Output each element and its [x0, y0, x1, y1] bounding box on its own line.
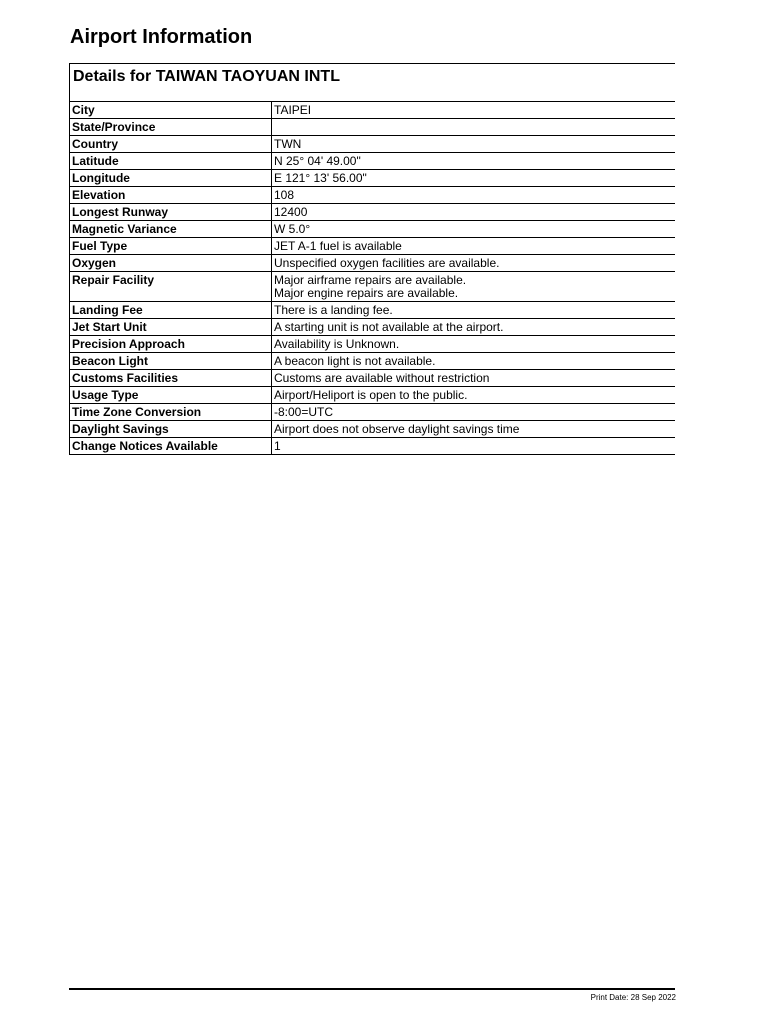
field-value — [272, 302, 676, 319]
table-row — [70, 353, 675, 370]
field-value-line: Airport/Heliport is open to the public. — [274, 388, 468, 402]
field-value-line: Major engine repairs are available. — [274, 286, 459, 300]
field-value-line: There is a landing fee. — [274, 303, 393, 317]
field-value-line: Major airframe repairs are available. — [274, 273, 467, 287]
field-value-line: 1 — [274, 439, 281, 453]
table-row — [70, 404, 675, 421]
table-row — [70, 302, 675, 319]
field-label: Elevation — [70, 187, 272, 204]
field-value-line: TWN — [274, 137, 302, 151]
field-label: Jet Start Unit — [70, 319, 272, 336]
field-value-line: Customs are available without restriction — [274, 371, 490, 385]
field-label: Repair Facility — [70, 272, 272, 302]
field-label: Usage Type — [70, 387, 272, 404]
field-value-line: Unspecified oxygen facilities are available. — [274, 256, 500, 270]
field-value-line: TAIPEI — [274, 103, 312, 117]
table-row — [70, 102, 675, 119]
field-value-line: 108 — [274, 188, 295, 202]
field-value — [272, 119, 676, 136]
table-row — [70, 319, 675, 336]
airport-details-table-body — [70, 102, 675, 455]
field-value-line: Airport does not observe daylight savings time — [274, 422, 520, 436]
field-label: Landing Fee — [70, 302, 272, 319]
field-value — [272, 204, 676, 221]
field-value-line — [274, 121, 672, 134]
field-label: Magnetic Variance — [70, 221, 272, 238]
field-value — [272, 336, 676, 353]
table-row — [70, 136, 675, 153]
table-row — [70, 438, 675, 455]
field-value-line: E 121° 13' 56.00" — [274, 171, 367, 185]
field-label: Latitude — [70, 153, 272, 170]
airport-details-table — [70, 102, 675, 455]
table-row — [70, 272, 675, 302]
footer-divider — [69, 988, 675, 990]
table-row — [70, 336, 675, 353]
field-label: Fuel Type — [70, 238, 272, 255]
field-label: Longitude — [70, 170, 272, 187]
field-label: Oxygen — [70, 255, 272, 272]
field-value — [272, 421, 676, 438]
table-row — [70, 421, 675, 438]
field-value — [272, 255, 676, 272]
field-value-line: Availability is Unknown. — [274, 337, 400, 351]
page-title: Airport Information — [70, 26, 253, 48]
details-title: Details for TAIWAN TAOYUAN INTL — [70, 64, 675, 102]
field-label: Precision Approach — [70, 336, 272, 353]
field-value-line: 12400 — [274, 205, 308, 219]
field-label: Daylight Savings — [70, 421, 272, 438]
field-value — [272, 272, 676, 302]
table-row — [70, 238, 675, 255]
print-date: Print Date: 28 Sep 2022 — [590, 993, 676, 1002]
field-value — [272, 221, 676, 238]
field-value-line: -8:00=UTC — [274, 405, 334, 419]
field-value — [272, 187, 676, 204]
field-value — [272, 153, 676, 170]
field-value — [272, 370, 676, 387]
field-label: Country — [70, 136, 272, 153]
field-label: Customs Facilities — [70, 370, 272, 387]
table-row — [70, 187, 675, 204]
field-label: City — [70, 102, 272, 119]
table-row — [70, 119, 675, 136]
field-label: State/Province — [70, 119, 272, 136]
table-row — [70, 204, 675, 221]
field-label: Longest Runway — [70, 204, 272, 221]
field-label: Time Zone Conversion — [70, 404, 272, 421]
table-row — [70, 170, 675, 187]
table-row — [70, 221, 675, 238]
table-row — [70, 153, 675, 170]
field-value — [272, 136, 676, 153]
table-row — [70, 387, 675, 404]
field-value — [272, 438, 676, 455]
field-value-line: N 25° 04' 49.00" — [274, 154, 361, 168]
field-value — [272, 319, 676, 336]
table-row — [70, 255, 675, 272]
field-value — [272, 387, 676, 404]
field-value-line: A beacon light is not available. — [274, 354, 436, 368]
field-value — [272, 170, 676, 187]
field-value — [272, 353, 676, 370]
table-row — [70, 370, 675, 387]
field-value-line: JET A-1 fuel is available — [274, 239, 402, 253]
field-value — [272, 238, 676, 255]
field-value-line: A starting unit is not available at the airport. — [274, 320, 504, 334]
field-value — [272, 404, 676, 421]
field-value — [272, 102, 676, 119]
field-value-line: W 5.0° — [274, 222, 311, 236]
airport-details-panel — [69, 63, 675, 455]
field-label: Beacon Light — [70, 353, 272, 370]
field-label: Change Notices Available — [70, 438, 272, 455]
